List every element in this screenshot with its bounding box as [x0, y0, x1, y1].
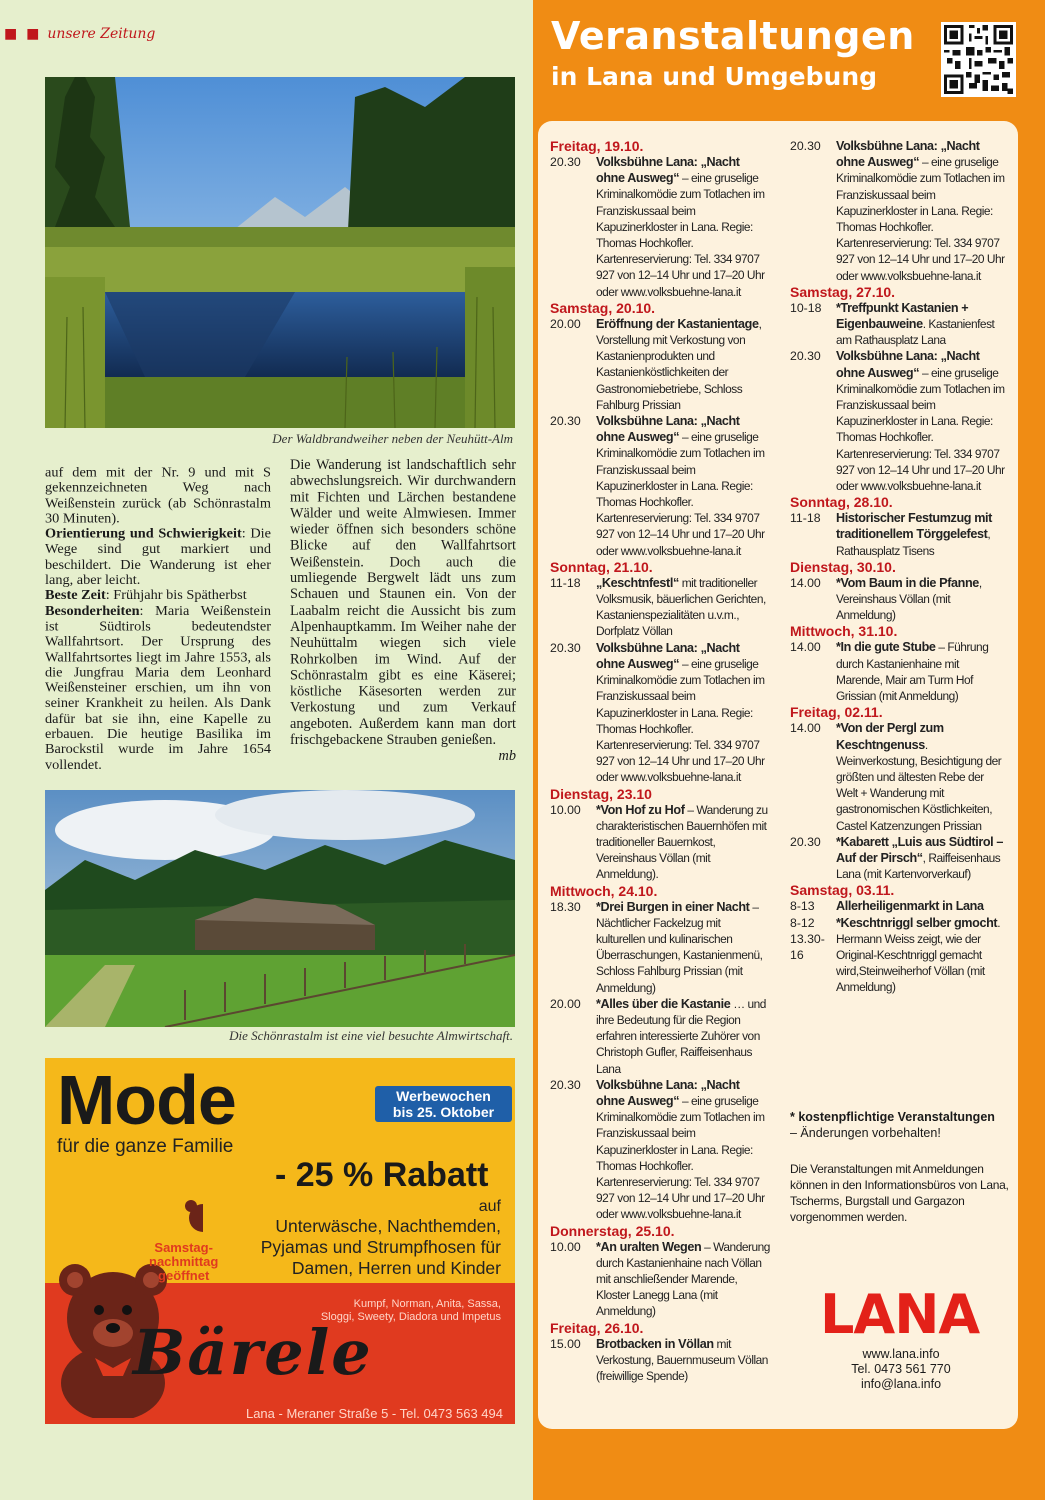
header-title: unsere Zeitung [47, 26, 156, 42]
event-text: . Kastanienfest am Rathausplatz Lana [836, 317, 995, 348]
event-day-heading: Donnerstag, 25.10. [550, 1222, 675, 1239]
event-text: , Rathausplatz Tisens [836, 527, 991, 558]
event-title: Allerheiligenmarkt in Lana [836, 898, 984, 914]
event-title: *Kabarett „Luis aus Südtirol – Auf der Pirsch“ [836, 833, 1004, 865]
event-description [596, 802, 771, 883]
event-time: 14.00 [790, 640, 821, 655]
ad-opening-line: nachmittag [149, 1254, 219, 1269]
event-day-heading: Samstag, 20.10. [550, 299, 656, 316]
article-text: : Die Wege sind gut markiert und beschildert. Die Wanderung ist eher lang, aber leicht. [45, 526, 271, 588]
contact-phone: Tel. 0473 561 770 [851, 1362, 951, 1376]
event-description [836, 720, 1007, 833]
ad-address: Lana - Meraner Straße 5 - Tel. 0473 563 494 [245, 1406, 503, 1421]
event-time: 20.30 [550, 155, 581, 169]
event-description [836, 348, 1007, 494]
event-description [836, 834, 1007, 883]
right-page [533, 0, 1045, 1500]
event-time: 20.30 [550, 1077, 581, 1092]
event-title: *Alles über die Kastanie [596, 995, 731, 1011]
event-item [550, 154, 776, 300]
event-text: – eine gruselige Kriminalkomödie zum Totlachen im Franziskussaal beim Kapuzinerkloster in Lana. Regie: Thomas Hochkofler. Kartenreservierung: Tel. 334 9707 927 von 12–14 Uhr und 17–20 Uhr oder www.volksbuehne-lana.it [836, 155, 1005, 283]
event-time: 14.00 [790, 721, 821, 736]
event-time: 20.30 [550, 640, 581, 655]
ad-brands-line: Sloggi, Sweety, Diadora und Impetus [320, 1311, 501, 1323]
photo-alm [45, 790, 515, 1027]
ad-product-line: Pyjamas und Strumpfhosen für [260, 1237, 501, 1257]
event-time: 11-18 [550, 575, 581, 590]
event-day-heading: Mittwoch, 24.10. [550, 882, 658, 899]
ad-headline: Mode [57, 1061, 236, 1139]
article-column-1 [45, 465, 271, 773]
contact-email-link[interactable]: info@lana.info [860, 1377, 942, 1391]
event-text: – eine gruselige Kriminalkomödie zum Totlachen im Franziskussaal beim Kapuzinerkloster in Lana. Regie: Thomas Hochkofler. Kartenreservierung: Tel. 334 9707 927 von 12–14 Uhr und 17–20 Uhr oder www.volksbuehne-lana.it [836, 365, 1005, 494]
event-text: , Vorstellung mit Verkostung von Kastanienprodukten und Kastanienköstlichkeiten der Gastronomiebetriebe, Schloss Fahlburg Prissian [596, 316, 762, 412]
event-time: 10-18 [790, 300, 822, 315]
event-time: 20.00 [550, 316, 581, 331]
event-item [550, 575, 776, 640]
article-label: Orientierung und Schwierigkeit [45, 526, 242, 542]
event-description [836, 575, 1007, 624]
event-title: Volksbühne Lana: „Nacht ohne Ausweg“ [596, 154, 740, 186]
article-paragraph [45, 588, 271, 603]
ad-opening-note [149, 1241, 218, 1283]
ad-products [201, 1216, 501, 1279]
event-item [550, 1077, 776, 1223]
ad-auf: auf [478, 1198, 501, 1215]
article-label: Besonderheiten [45, 603, 140, 619]
event-time: 8-12 [790, 915, 815, 930]
event-day-heading: Freitag, 19.10. [550, 138, 644, 154]
article-paragraph [45, 527, 271, 589]
event-day-heading: Freitag, 26.10. [550, 1319, 644, 1336]
event-time: 11-18 [790, 511, 821, 526]
ad-badge-line: bis 25. Oktober [392, 1104, 495, 1120]
events-panel [538, 121, 1018, 1429]
events-note [790, 1109, 1012, 1141]
event-item [550, 1336, 776, 1385]
event-description [596, 899, 771, 996]
event-text: . Weinverkostung, Besichtigung der größten und ältesten Rebe der Welt + Wanderung mit gastronomischen Köstlichkeiten, Castel Katzenzungen Prissian [836, 737, 1002, 833]
event-day-heading: Freitag, 02.11. [790, 704, 883, 721]
event-description [836, 510, 1007, 559]
event-item [550, 996, 776, 1077]
event-item [550, 802, 776, 883]
event-time: 20.30 [790, 349, 821, 364]
event-description [596, 640, 771, 786]
event-item [790, 575, 1012, 624]
event-time: 15.00 [550, 1336, 581, 1351]
ad-brands-line: Kumpf, Norman, Anita, Sassa, [353, 1298, 501, 1310]
event-item [550, 316, 776, 413]
event-text: Hermann Weiss zeigt, wie der Original-Keschtnriggl gemacht wird,Steinweiherhof Völlan (mit Anmeldung) [836, 931, 985, 995]
event-time: 20.00 [550, 996, 581, 1011]
events-note-text: – Änderungen vorbehalten! [790, 1126, 941, 1140]
event-time: 18.30 [550, 899, 581, 914]
event-description [596, 575, 771, 640]
event-text: mit traditioneller Volksmusik, bäuerlichen Gerichten, Kastanienspezialitäten u.v.m., Dorfplatz Völlan [596, 575, 766, 639]
event-title: *Vom Baum in die Pfanne [836, 574, 979, 590]
event-text: mit Verkostung, Bauernmuseum Völlan (freiwillige Spende) [596, 1336, 768, 1384]
ad-product-line: Unterwäsche, Nachthemden, [275, 1216, 501, 1236]
event-text: – eine gruselige Kriminalkomödie zum Totlachen im Franziskussaal beim Kapuzinerkloster in Lana. Regie: Thomas Hochkofler. Kartenreservierung: Tel. 334 9707 927 von 12–14 Uhr und 17–20 Uhr oder www.volksbuehne-lana.it [596, 656, 765, 785]
ad-opening-line: geöffnet [158, 1268, 210, 1283]
article-text: : Maria Weißenstein ist Südtirols bedeutendster Wallfahrtsort. Der Ursprung des Wallfahrtsortes liegt im Jahre 1553, als die Jungfrau Maria dem Leonhard Weißensteiner erschien, um ihn von seiner Krankheit zu heilen. Als Dank dafür bat sie ihn, eine Kapelle zu erbauen. Die heutige Basilika im Barockstil wurde im Jahre 1654 vollendet. [45, 603, 271, 773]
event-day-heading: Mittwoch, 31.10. [790, 623, 898, 640]
event-text: – Wanderung zu charakteristischen Bauernhöfen mit traditioneller Bauernkost, Vereinshaus Völlan (mit Anmeldung). [596, 802, 768, 882]
event-time: 20.30 [790, 834, 821, 849]
contact-block [790, 1347, 1012, 1392]
events-column-1 [550, 138, 776, 1384]
event-description [596, 1077, 771, 1223]
event-day-heading: Sonntag, 21.10. [550, 558, 653, 575]
ad-logo: Bärele [133, 1316, 373, 1389]
event-time: 14.00 [790, 575, 821, 590]
events-registration-note: Die Veranstaltungen mit Anmeldungen können in den Informationsbüros von Lana, Tscherms, Burgstall und Gargazon vorgenommen werden. [790, 1162, 1009, 1224]
event-title: „Keschtnfestl“ [596, 574, 679, 590]
events-subtitle: in Lana und Umgebung [551, 62, 878, 91]
events-column-2 [790, 138, 1012, 996]
ad-badge-line: Werbewochen [396, 1088, 491, 1104]
event-time: 20.30 [790, 139, 821, 153]
event-time: 10.00 [550, 1239, 581, 1254]
event-day-heading: Samstag, 03.11. [790, 882, 895, 899]
event-text: – Führung durch Kastanienhaine mit Marende, Mair am Turm Hof Grissian (mit Anmeldung) [836, 640, 989, 704]
event-item [550, 640, 776, 786]
photo-pond [45, 77, 515, 428]
event-title: *Drei Burgen in einer Nacht [596, 898, 750, 914]
photo-caption-alm: Die Schönrastalm ist eine viel besuchte Almwirtschaft. [229, 1028, 513, 1043]
event-title: Volksbühne Lana: „Nacht ohne Ausweg“ [596, 1076, 740, 1108]
photo-caption-pond: Der Waldbrandweiher neben der Neuhütt-Alm [272, 431, 513, 446]
event-description [596, 413, 771, 559]
event-item [790, 720, 1012, 833]
ad-opening-line: Samstag- [154, 1240, 213, 1255]
event-text: – Nächtlicher Fackelzug mit kulturellen und kulinarischen Überraschungen, Kastanienmenü, Schloss Fahlburg Prissian (mit Anmeldung) [596, 899, 763, 995]
event-time: 13.30-16 [790, 931, 825, 962]
event-title: Volksbühne Lana: „Nacht ohne Ausweg“ [596, 639, 740, 671]
event-text: , Vereinshaus Völlan (mit Anmeldung) [836, 575, 982, 623]
event-title: *Keschtnriggl selber gmocht [836, 914, 998, 930]
event-text: – eine gruselige Kriminalkomödie zum Totlachen im Franziskussaal beim Kapuzinerkloster in Lana. Regie: Thomas Hochkofler. Kartenreservierung: Tel. 334 9707 927 von 12–14 Uhr und 17–20 Uhr oder www.volksbuehne-lana.it [596, 171, 765, 299]
article-paragraph [45, 604, 271, 773]
event-description [836, 138, 1007, 284]
events-note-bold: * kostenpflichtige Veranstaltungen [790, 1110, 995, 1124]
event-description [596, 154, 771, 300]
event-item [790, 510, 1012, 559]
ad-discount: - 25 % Rabatt [275, 1156, 489, 1194]
event-description [836, 639, 1007, 704]
event-description [596, 316, 771, 413]
event-day-heading: Samstag, 27.10. [790, 283, 896, 300]
event-title: Historischer Festumzug mit traditionellem Törggelefest [836, 510, 992, 542]
event-description [836, 300, 1007, 349]
event-time: 20.30 [550, 414, 581, 429]
event-day-heading: Sonntag, 28.10. [790, 494, 893, 511]
event-item [790, 931, 1012, 996]
event-title: Volksbühne Lana: „Nacht ohne Ausweg“ [596, 413, 740, 445]
event-description [596, 1336, 771, 1385]
event-item [550, 413, 776, 559]
event-item [790, 300, 1012, 349]
event-title: *An uralten Wegen [596, 1238, 702, 1254]
ad-badge [375, 1086, 512, 1122]
event-description [836, 931, 1007, 996]
event-text: – eine gruselige Kriminalkomödie zum Totlachen im Franziskussaal beim Kapuzinerkloster in Lana. Regie: Thomas Hochkofler. Kartenreservierung: Tel. 334 9707 927 von 12–14 Uhr und 17–20 Uhr oder www.volksbuehne-lana.it [596, 430, 765, 558]
event-title: Volksbühne Lana: „Nacht ohne Ausweg“ [836, 138, 980, 170]
ad-subheadline: für die ganze Familie [57, 1136, 234, 1157]
article-signature: mb [498, 748, 516, 765]
event-item [550, 1239, 776, 1320]
article-text: : Frühjahr bis Spätherbst [105, 588, 247, 604]
event-title: Volksbühne Lana: „Nacht ohne Ausweg“ [836, 348, 980, 380]
lana-logo: LANA [820, 1283, 980, 1346]
event-text: – Wanderung durch Kastanienhaine nach Völlan mit anschließender Marende, Kloster Lanegg Lana (mit Anmeldung) [596, 1239, 770, 1319]
event-title: *Treffpunkt Kastanien + Eigenbauweine [836, 299, 969, 332]
events-title: Veranstaltungen [551, 14, 915, 58]
event-item [550, 899, 776, 996]
event-description [596, 996, 771, 1077]
event-title: *Von der Pergl zum Keschtngenuss [836, 720, 944, 752]
event-text: . [997, 915, 1001, 930]
event-description [836, 915, 1007, 931]
event-item [790, 639, 1012, 704]
event-description [836, 898, 1007, 914]
header-dots: ■ ■ [4, 26, 42, 42]
article-paragraph: Die Wanderung ist landschaftlich sehr abwechslungsreich. Wir durchwandern mit Fichten und Lärchen bestandene Wälder und weite Almwiesen. Immer wieder öffnen sich besonders schöne Blicke auf den Wallfahrtsort Weißenstein. Doch auch die umliegende Bergwelt lädt uns zum Schauen und Staunen ein. Von der Laabalm reicht die Aussicht bis zum Alpenhauptkamm. Im Weiher nahe der Neuhüttalm wiegen sich viele Rohrkolben im Wind. Auf der Schönrastalm gibt es eine Käserei; köstliche Käsesorten werden zur Verkostung und zum Verkauf angeboten. Außerdem kann man dort frischgebackene Strauben genießen. [290, 456, 516, 749]
event-time: 10.00 [550, 802, 581, 817]
event-item [790, 898, 1012, 914]
event-text: – eine gruselige Kriminalkomödie zum Totlachen im Franziskussaal beim Kapuzinerkloster in Lana. Regie: Thomas Hochkofler. Kartenreservierung: Tel. 334 9707 927 von 12–14 Uhr und 17–20 Uhr oder www.volksbuehne-lana.it [596, 1093, 765, 1222]
article-column-2 [290, 457, 516, 765]
advertisement-baerele [45, 1058, 515, 1424]
event-title: *In die gute Stube [836, 639, 936, 655]
ad-product-line: Damen, Herren und Kinder [291, 1258, 501, 1278]
event-text: … und ihre Bedeutung für die Region erfahren interessierte Zuhörer von Christoph Gufler, Raiffeisenhaus Lana [596, 996, 766, 1076]
event-day-heading: Dienstag, 30.10. [790, 558, 896, 575]
event-day-heading: Dienstag, 23.10 [550, 785, 652, 802]
page-header [4, 26, 155, 42]
event-time: 8-13 [790, 899, 815, 914]
event-item [790, 915, 1012, 931]
event-title: *Von Hof zu Hof [596, 801, 685, 817]
article-label: Beste Zeit [45, 588, 106, 604]
contact-web-link[interactable]: www.lana.info [862, 1347, 940, 1361]
event-title: Eröffnung der Kastanientage [596, 315, 759, 331]
event-item [790, 138, 1012, 284]
event-item [790, 348, 1012, 494]
qr-code-icon[interactable] [941, 22, 1016, 97]
event-description [596, 1239, 771, 1320]
article-paragraph: auf dem mit der Nr. 9 und mit S gekennzeichneten Weg nach Weißenstein zurück (ab Schönrastalm 30 Minuten). [45, 464, 271, 527]
event-text: , Raiffeisenhaus Lana (mit Kartenvorverkauf) [836, 850, 1001, 882]
event-item [790, 834, 1012, 883]
event-title: Brotbacken in Völlan [596, 1335, 714, 1351]
